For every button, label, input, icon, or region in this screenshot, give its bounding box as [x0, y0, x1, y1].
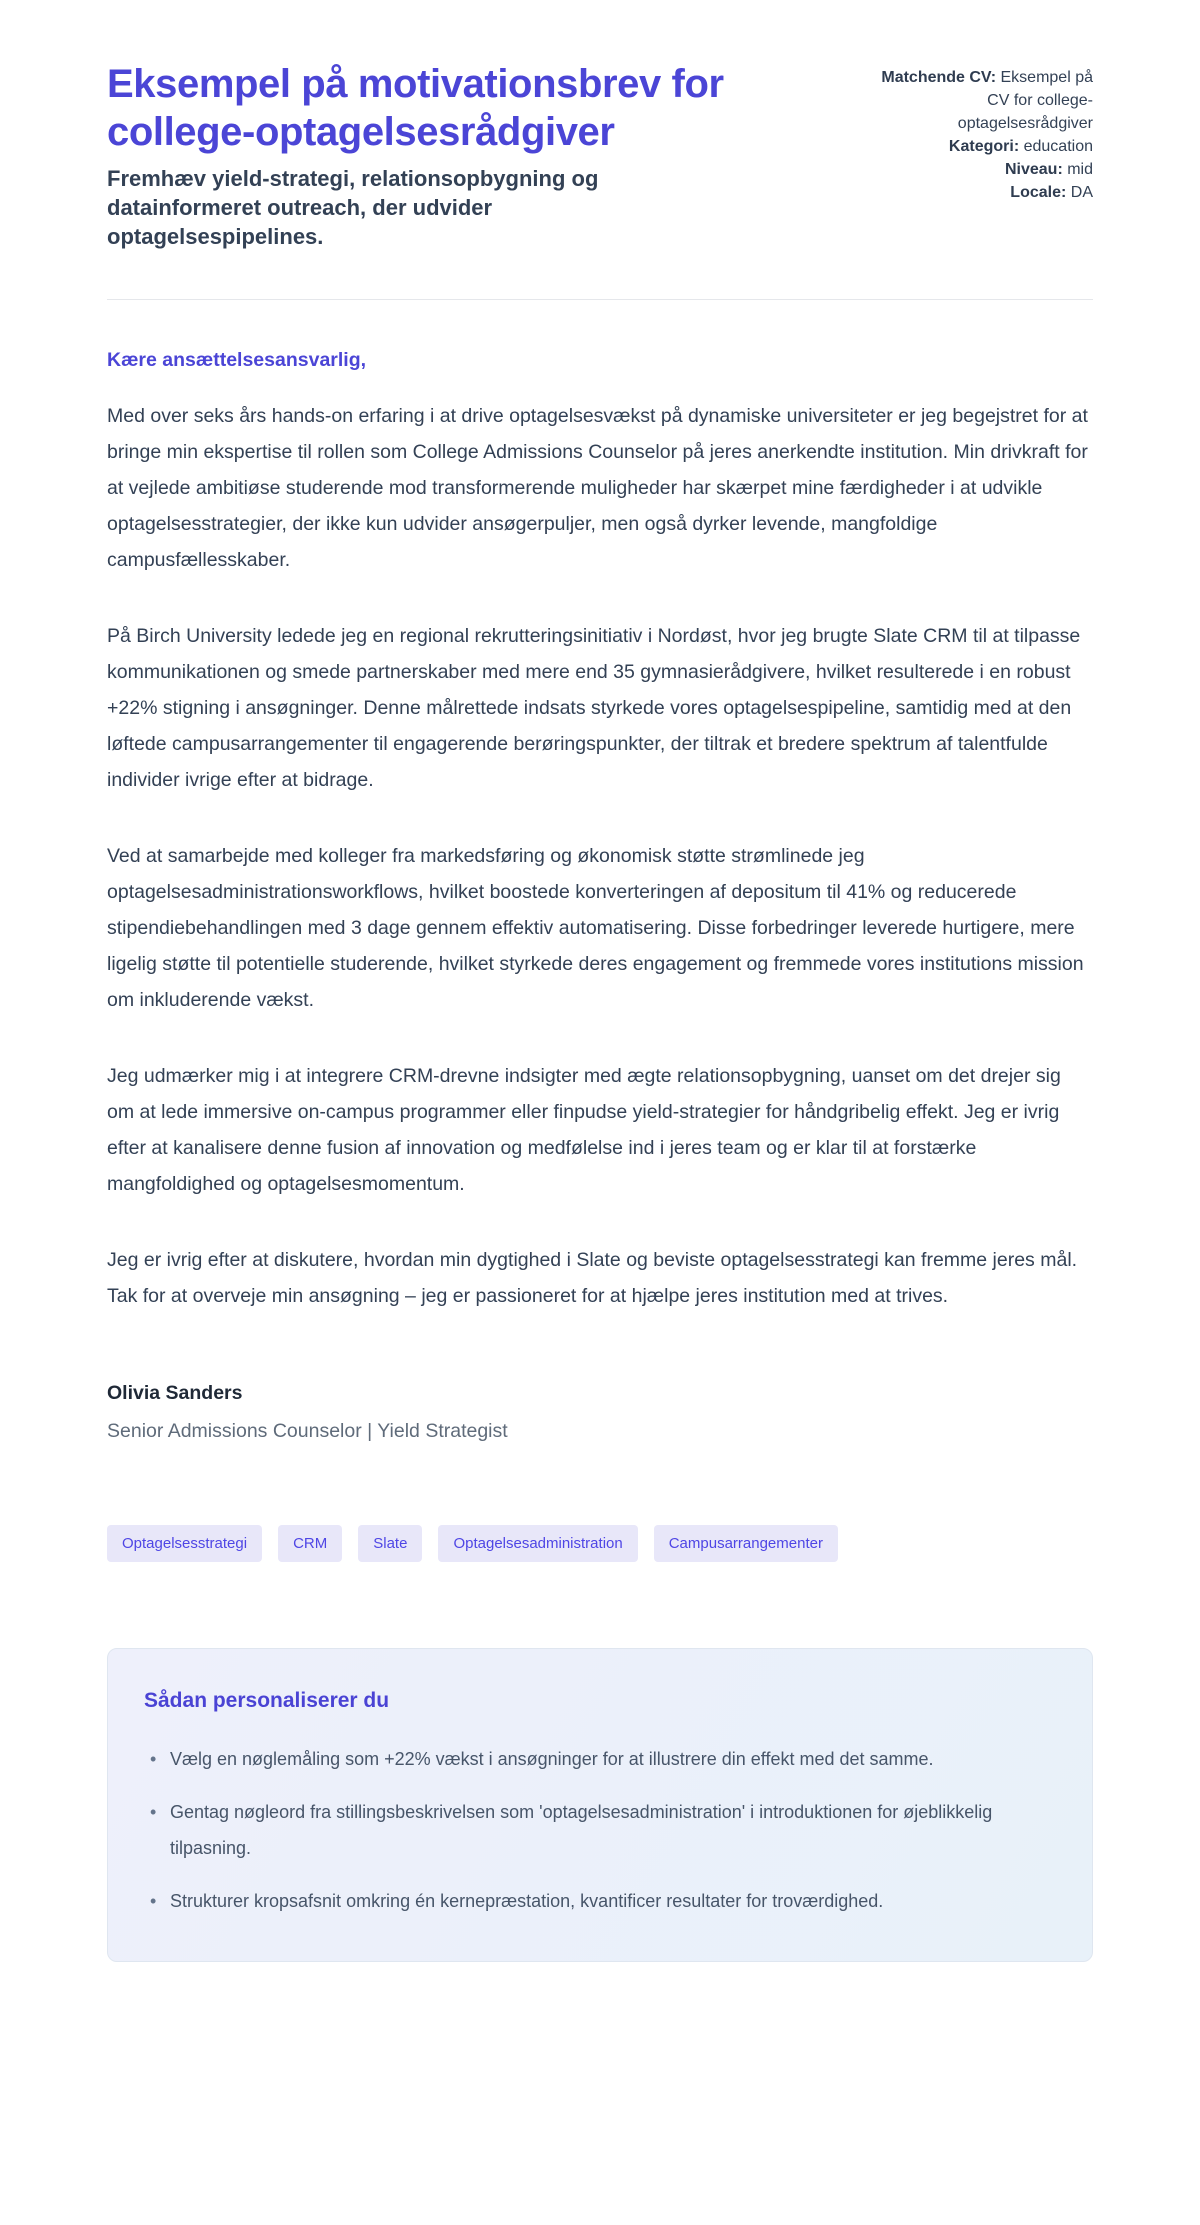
tips-heading: Sådan personaliserer du — [144, 1689, 390, 1712]
meta-locale-value: DA — [1070, 184, 1093, 201]
signature-block — [107, 1382, 1093, 1443]
tag-list — [107, 1525, 1093, 1562]
letter-paragraph: Jeg udmærker mig i at integrere CRM-drevne indsigter med ægte relationsopbygning, uanset om det drejer sig om at lede immersive on-campus programmer eller finpudse yield-strategier for håndgribelig effekt. Jeg er ivrig efter at kanalisere denne fusion af innovation og medfølelse ind i jeres team og er klar til at forstærke mangfoldighed og optagelsesmomentum. — [107, 1065, 1061, 1195]
meta-category-value: education — [1023, 138, 1093, 155]
page-title: Eksempel på motivationsbrev for college-optagelsesrådgiver — [107, 62, 724, 154]
meta-block — [875, 60, 1093, 204]
meta-matching-cv-value: Eksempel på CV for college-optagelsesrådgiver — [957, 69, 1093, 132]
page-container — [107, 0, 1093, 2034]
header — [107, 60, 1093, 251]
tips-item: • Vælg en nøglemåling som +22% vækst i ansøgninger for at illustrere din effekt med det samme. — [144, 1741, 1004, 1777]
tag-pill: Optagelsesadministration — [438, 1525, 637, 1562]
meta-locale-label: Locale: — [1010, 184, 1067, 201]
letter-paragraph: På Birch University ledede jeg en regional rekrutteringsinitiativ i Nordøst, hvor jeg brugte Slate CRM til at tilpasse kommunikationen og smede partnerskaber med mere end 35 gymnasierådgivere, hvilket resulterede i en robust +22% stigning i ansøgninger. Denne målrettede indsats styrkede vores optagelsespipeline, samtidig med at den løftede campusarrangementer til engagerende berøringspunkter, der tiltrak et bredere spektrum af talentfulde individer ivrige efter at bidrage. — [107, 625, 1081, 791]
letter-body — [107, 349, 1093, 1314]
meta-category-label: Kategori: — [948, 138, 1020, 155]
meta-category — [875, 135, 1093, 158]
tips-item: • Gentag nøgleord fra stillingsbeskrivelsen som 'optagelsesadministration' i introduktionen for øjeblikkelig tilpasning. — [144, 1794, 1004, 1866]
tips-item: • Strukturer kropsafsnit omkring én kernepræstation, kvantificer resultater for troværdighed. — [144, 1883, 1004, 1919]
meta-level-value: mid — [1067, 161, 1093, 178]
meta-matching-cv — [875, 66, 1093, 135]
letter-greeting: Kære ansættelsesansvarlig, — [107, 349, 367, 371]
signature-role: Senior Admissions Counselor | Yield Strategist — [107, 1420, 508, 1442]
signature-name: Olivia Sanders — [107, 1382, 243, 1404]
letter-paragraph: Ved at samarbejde med kolleger fra markedsføring og økonomisk støtte strømlinede jeg optagelsesadministrationsworkflows, hvilket boostede konverteringen af depositum til 41% og reducerede stipendiebehandlingen med 3 dage gennem effektiv automatisering. Disse forbedringer leverede hurtigere, mere ligelig støtte til potentielle studerende, hvilket styrkede deres engagement og fremmede vores institutions mission om inkluderende vækst. — [107, 845, 1084, 1011]
tag-pill: CRM — [278, 1525, 342, 1562]
meta-locale — [875, 181, 1093, 204]
meta-level-label: Niveau: — [1004, 161, 1063, 178]
tag-pill: Slate — [358, 1525, 422, 1562]
tag-pill: Optagelsesstrategi — [107, 1525, 262, 1562]
meta-level — [875, 158, 1093, 181]
tips-box — [107, 1648, 1093, 1962]
header-left — [107, 60, 772, 251]
tag-pill: Campusarrangementer — [654, 1525, 838, 1562]
letter-paragraph: Med over seks års hands-on erfaring i at drive optagelsesvækst på dynamiske universiteter er jeg begejstret for at bringe min ekspertise til rollen som College Admissions Counselor på jeres anerkendte institution. Min drivkraft for at vejlede ambitiøse studerende mod transformerende muligheder har skærpet mine færdigheder i at udvikle optagelsesstrategier, der ikke kun udvider ansøgerpuljer, men også dyrker levende, mangfoldige campusfællesskaber. — [107, 405, 1088, 571]
meta-matching-cv-label: Matchende CV: — [881, 69, 997, 86]
header-divider — [107, 299, 1093, 300]
tips-list — [144, 1741, 1056, 1919]
letter-paragraph: Jeg er ivrig efter at diskutere, hvordan min dygtighed i Slate og beviste optagelsesstrategi kan fremme jeres mål. Tak for at overveje min ansøgning – jeg er passioneret for at hjælpe jeres institution med at trives. — [107, 1249, 1078, 1307]
page-subtitle: Fremhæv yield-strategi, relationsopbygning og datainformeret outreach, der udvider optagelsespipelines. — [107, 166, 599, 249]
